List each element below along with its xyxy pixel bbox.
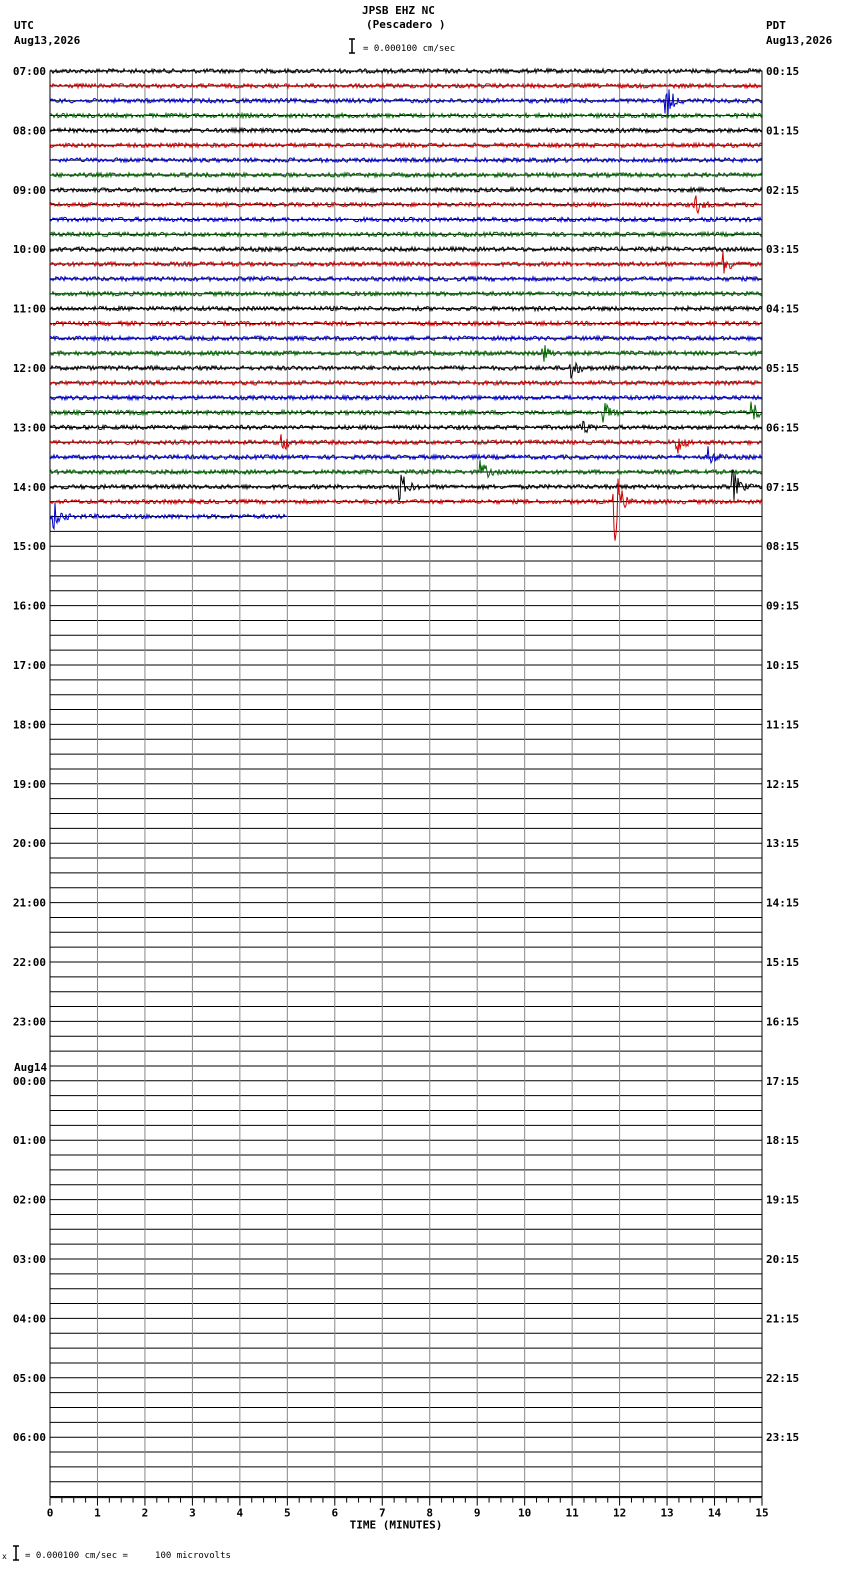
pdt-hour-label: 07:15 — [766, 480, 800, 494]
trace-row — [50, 89, 762, 115]
utc-hour-label: 12:00 — [12, 362, 46, 375]
utc-hour-label: 09:00 — [12, 183, 46, 197]
x-tick-label: 11 — [565, 1506, 579, 1520]
utc-hour-label: 13:00 — [12, 421, 46, 435]
x-tick-label: 0 — [46, 1506, 54, 1520]
utc-hour-label: 19:00 — [12, 777, 46, 791]
trace-row — [50, 402, 762, 423]
x-tick-label: 7 — [378, 1506, 386, 1520]
utc-hour-label: 23:00 — [12, 1015, 46, 1029]
x-tick-label: 8 — [426, 1506, 434, 1520]
grid — [50, 71, 762, 1497]
utc-hour-label: 07:00 — [12, 65, 46, 78]
date-change-label: Aug14 — [14, 1060, 48, 1074]
trace-row — [50, 503, 287, 529]
station-title: JPSB EHZ NC — [362, 4, 435, 17]
utc-hour-label: 02:00 — [12, 1193, 46, 1207]
utc-hour-label: 00:00 — [12, 1074, 46, 1088]
utc-hour-label: 01:00 — [12, 1134, 46, 1148]
traces — [50, 69, 762, 541]
pdt-hour-label: 10:15 — [766, 659, 800, 672]
x-tick-label: 9 — [473, 1506, 481, 1520]
pdt-hour-label: 19:15 — [766, 1193, 800, 1207]
trace-row — [50, 421, 762, 432]
utc-hour-label: 05:00 — [12, 1371, 46, 1385]
pdt-hour-label: 17:15 — [766, 1074, 800, 1088]
x-tick-label: 4 — [236, 1506, 244, 1520]
trace-row — [50, 460, 762, 477]
utc-hour-label: 15:00 — [12, 540, 46, 554]
pdt-hour-label: 01:15 — [766, 124, 800, 138]
x-tick-label: 1 — [94, 1506, 101, 1520]
x-tick-label: 5 — [284, 1506, 291, 1520]
pdt-hour-label: 14:15 — [766, 896, 800, 910]
pdt-hour-label: 15:15 — [766, 956, 800, 969]
pdt-hour-label: 12:15 — [766, 777, 800, 791]
utc-hour-label: 08:00 — [12, 124, 46, 138]
trace-row — [50, 471, 762, 501]
pdt-hour-label: 13:15 — [766, 837, 800, 851]
utc-hour-label: 04:00 — [12, 1312, 46, 1326]
pdt-hour-label: 02:15 — [766, 183, 800, 197]
footer-scale-text: = 0.000100 cm/sec = 100 microvolts — [25, 1551, 231, 1561]
left-date: Aug13,2026 — [14, 34, 81, 47]
trace-row — [50, 232, 762, 236]
trace-row — [50, 446, 762, 463]
time-axis — [47, 1498, 769, 1532]
pdt-hour-label: 18:15 — [766, 1134, 800, 1148]
footer-scale-bar-icon — [11, 1545, 21, 1561]
utc-hour-label: 03:00 — [12, 1253, 46, 1266]
pdt-hour-label: 16:15 — [766, 1015, 800, 1029]
trace-row — [50, 396, 762, 400]
trace-row — [50, 434, 762, 453]
footer-marker: x — [2, 1552, 7, 1561]
pdt-hour-label: 21:15 — [766, 1312, 800, 1326]
x-tick-label: 12 — [612, 1506, 627, 1520]
pdt-hour-label: 20:15 — [766, 1253, 800, 1266]
station-location: (Pescadero ) — [366, 18, 446, 31]
x-tick-label: 15 — [755, 1506, 769, 1520]
pdt-hour-label: 05:15 — [766, 362, 800, 375]
x-tick-label: 2 — [141, 1506, 149, 1520]
x-tick-label: 13 — [660, 1506, 674, 1520]
utc-hour-label: 16:00 — [12, 599, 46, 613]
utc-hour-label: 18:00 — [12, 718, 46, 732]
trace-row — [50, 196, 762, 214]
pdt-hour-label: 09:15 — [766, 599, 800, 613]
x-tick-label: 14 — [707, 1506, 722, 1520]
x-axis-label: TIME (MINUTES) — [349, 1518, 443, 1532]
right-date: Aug13,2026 — [766, 34, 833, 47]
pdt-hour-label: 06:15 — [766, 421, 800, 435]
utc-hour-label: 22:00 — [12, 956, 46, 969]
utc-hour-label: 14:00 — [12, 480, 46, 494]
pdt-hour-label: 04:15 — [766, 302, 800, 316]
trace-row — [50, 363, 762, 378]
trace-row — [50, 251, 762, 273]
pdt-hour-label: 00:15 — [766, 65, 800, 78]
utc-hour-label: 06:00 — [12, 1431, 46, 1445]
x-tick-label: 10 — [518, 1506, 532, 1520]
utc-hour-label: 11:00 — [12, 302, 46, 316]
x-tick-label: 3 — [189, 1506, 196, 1520]
utc-hour-label: 10:00 — [12, 243, 46, 257]
right-timezone: PDT — [766, 19, 786, 32]
pdt-hour-label: 03:15 — [766, 243, 800, 257]
utc-hour-label: 17:00 — [12, 659, 46, 672]
trace-row — [50, 158, 762, 162]
x-tick-label: 6 — [331, 1506, 339, 1520]
pdt-hour-label: 08:15 — [766, 540, 800, 554]
pdt-hour-label: 11:15 — [766, 718, 800, 732]
pdt-hour-label: 22:15 — [766, 1371, 800, 1385]
utc-hour-label: 21:00 — [12, 896, 46, 910]
pdt-hour-label: 23:15 — [766, 1431, 800, 1445]
utc-hour-label: 20:00 — [12, 837, 46, 851]
left-timezone: UTC — [14, 19, 34, 32]
trace-row — [50, 128, 762, 132]
trace-row — [50, 345, 762, 362]
scale-text: = 0.000100 cm/sec — [363, 44, 456, 54]
